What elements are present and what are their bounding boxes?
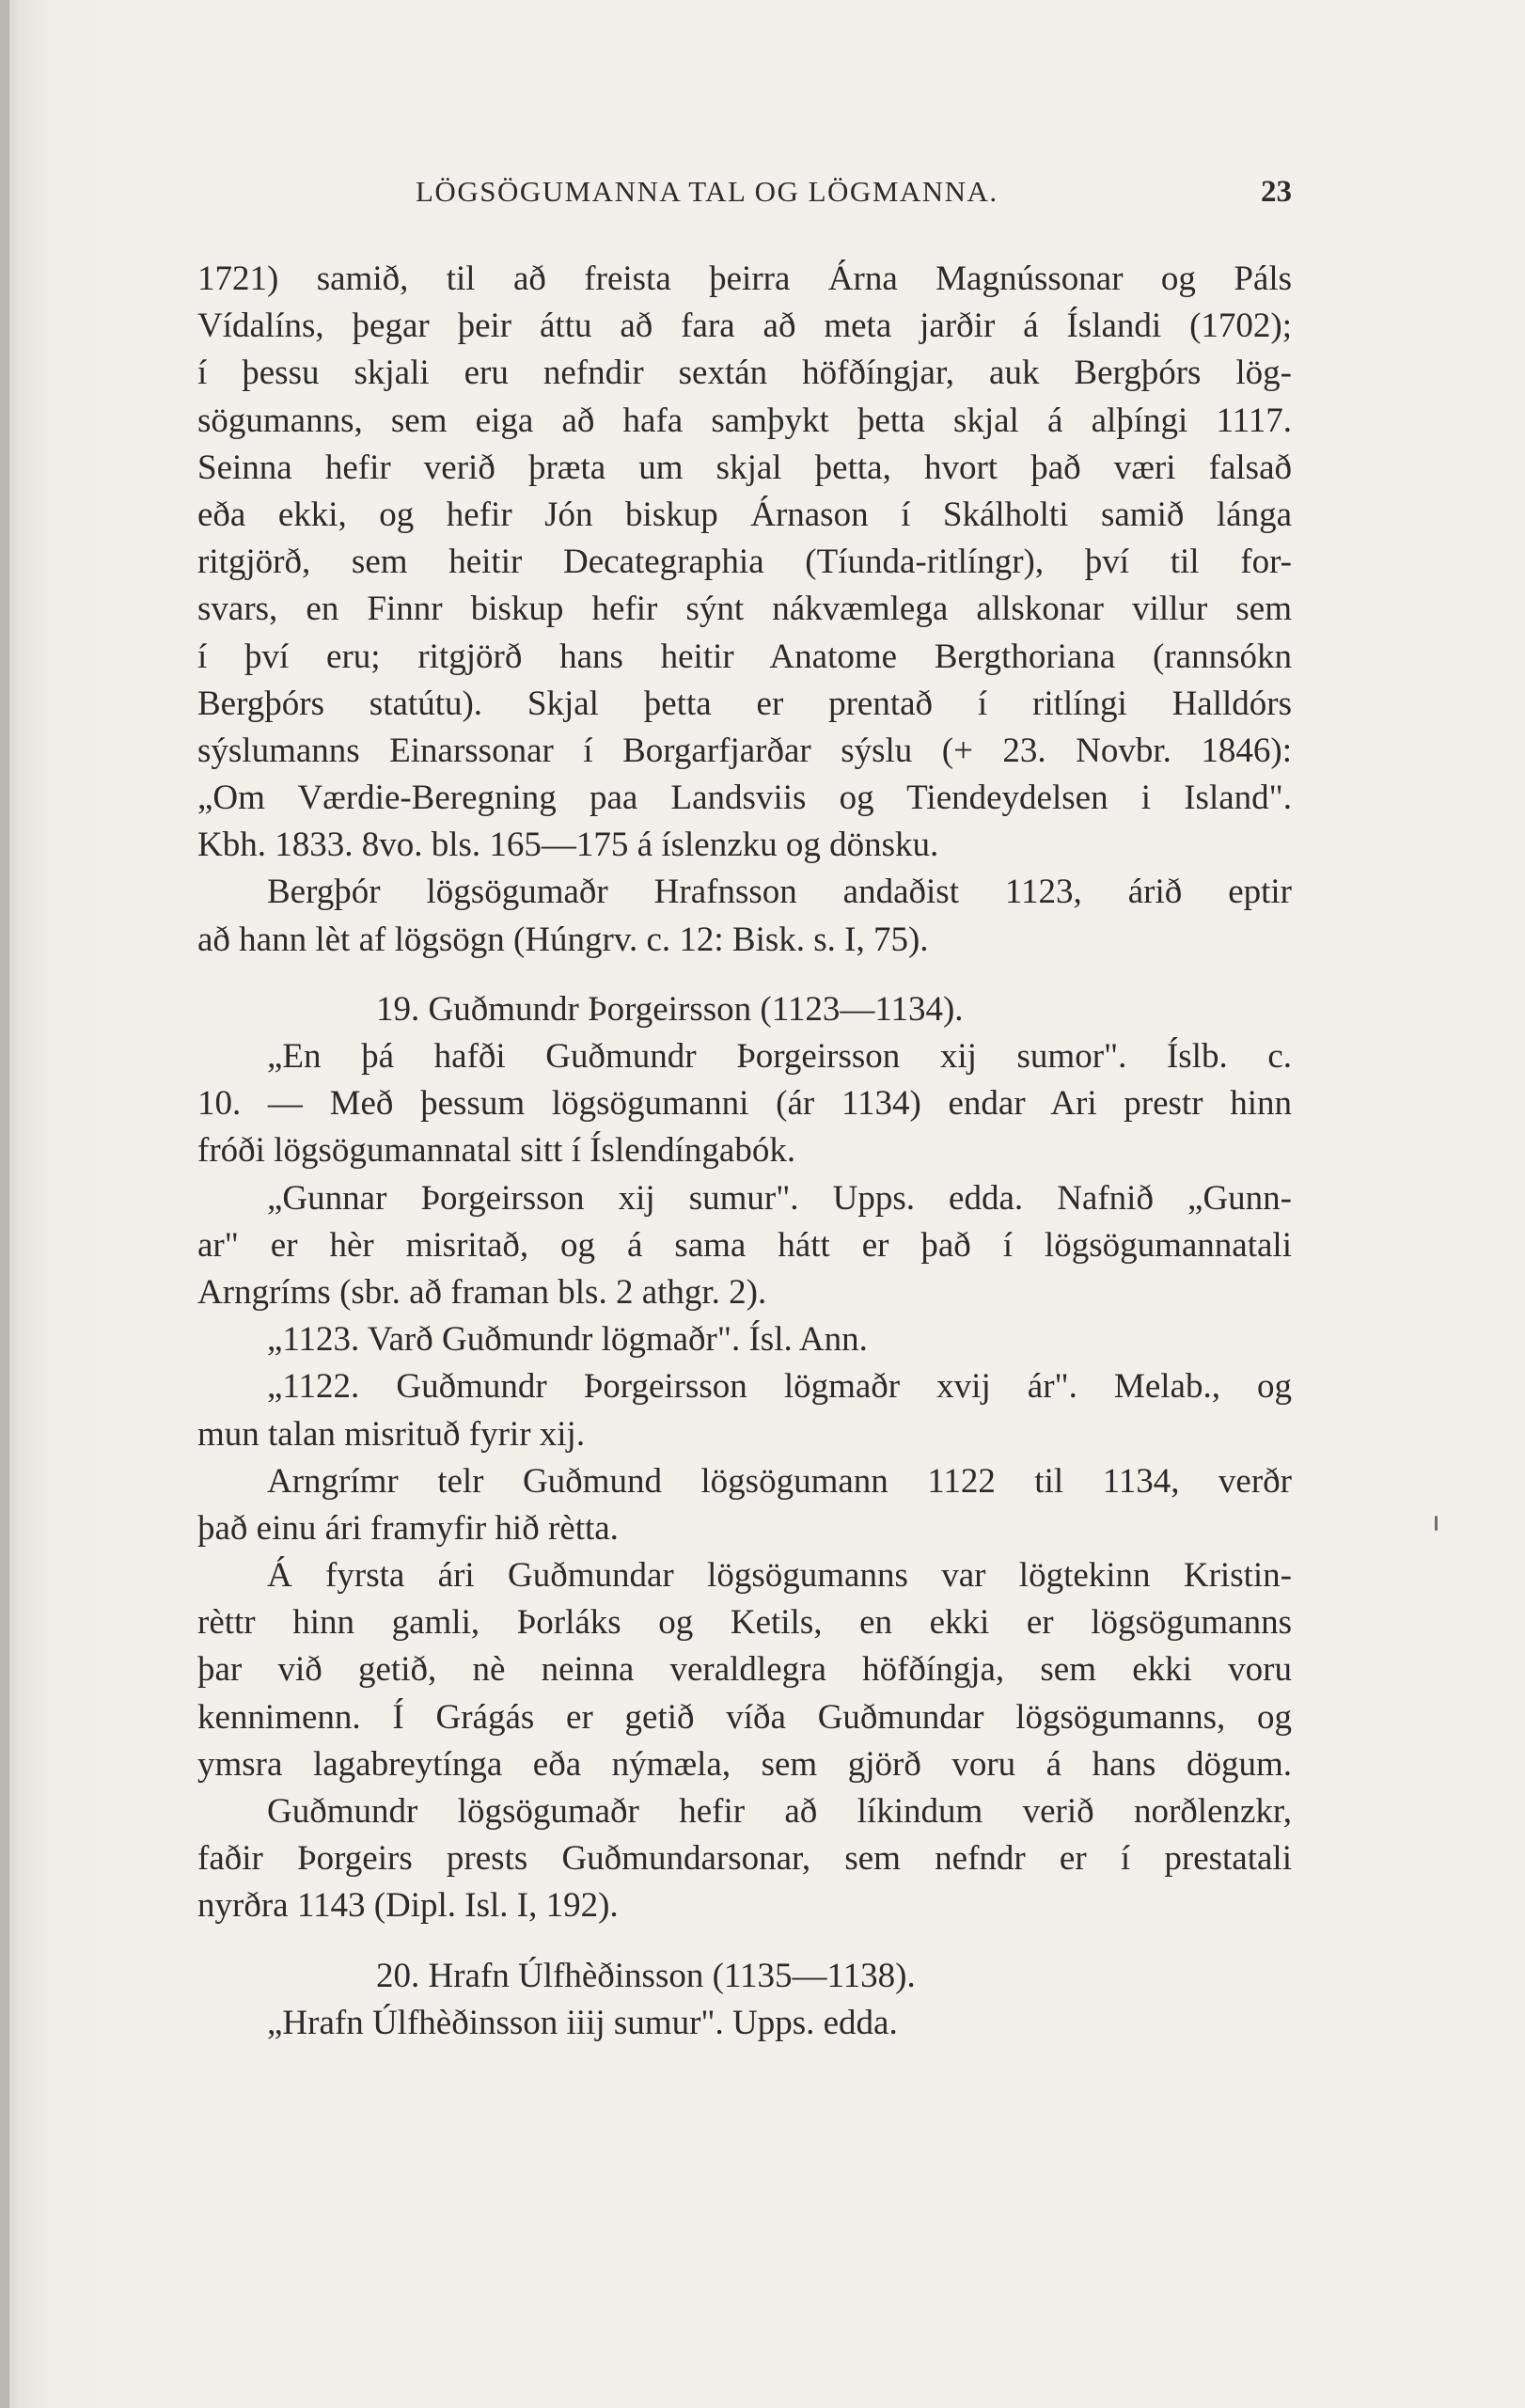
text-line: mun talan misrituð fyrir xij. xyxy=(197,1414,586,1454)
text-line: 10. — Með þessum lögsögumanni (ár 1134) endar Ari prestr hinn xyxy=(197,1084,1292,1124)
section-spacer xyxy=(197,1930,1292,1953)
section-spacer xyxy=(197,964,1292,986)
text-line: það einu ári framyfir hið rètta. xyxy=(197,1508,619,1548)
paragraph-first-line: Guðmundr lögsögumaðr hefir að líkindum verið norðlenzkr, xyxy=(267,1792,1292,1831)
text-line: sýslumanns Einarssonar í Borgarfjarðar sýslu (+ 23. Novbr. 1846): xyxy=(197,731,1292,770)
paragraph-first-line: „1122. Guðmundr Þorgeirsson lögmaðr xvij ár". Melab., og xyxy=(267,1367,1292,1407)
ink-speck xyxy=(1435,1516,1438,1531)
text-line: „Om Værdie-Beregning paa Landsviis og Tiendeydelsen i Island". xyxy=(197,779,1292,818)
page-gutter-shadow xyxy=(0,0,9,2408)
paragraph-first-line: Á fyrsta ári Guðmundar lögsögumanns var lögtekinn Kristin- xyxy=(267,1556,1292,1596)
text-line: nyrðra 1143 (Dipl. Isl. I, 192). xyxy=(197,1886,619,1926)
text-line: kennimenn. Í Grágás er getið víða Guðmundar lögsögumanns, og xyxy=(197,1697,1292,1737)
paragraph-first-line: Arngrímr telr Guðmund lögsögumann 1122 til 1134, verðr xyxy=(267,1461,1292,1501)
text-line: rèttr hinn gamli, Þorláks og Ketils, en ekki er lögsögumanns xyxy=(197,1603,1292,1643)
section-heading-20: 20. Hrafn Úlfhèðinsson (1135—1138). xyxy=(376,1956,916,1995)
page-number: 23 xyxy=(1261,175,1292,209)
paragraph-first-line: „Hrafn Úlfhèðinsson iiij sumur". Upps. edda. xyxy=(267,2003,898,2042)
text-line: 1721) samið, til að freista þeirra Árna Magnússonar og Páls xyxy=(197,260,1292,298)
text-line: ar" er hèr misritað, og á sama hátt er það í lögsögumannatali xyxy=(197,1225,1292,1265)
text-line: Kbh. 1833. 8vo. bls. 165—175 á íslenzku og dönsku. xyxy=(197,826,939,865)
page-body xyxy=(197,256,1292,2047)
text-line: fróði lögsögumannatal sitt í Íslendíngabók. xyxy=(197,1131,796,1171)
text-line: í þessu skjali eru nefndir sextán höfðíngjar, auk Bergþórs lög- xyxy=(197,354,1292,393)
text-line: faðir Þorgeirs prests Guðmundarsonar, sem nefndr er í prestatali xyxy=(197,1839,1292,1879)
running-head xyxy=(197,175,1292,220)
paragraph-first-line: „En þá hafði Guðmundr Þorgeirsson xij sumor". Íslb. c. xyxy=(267,1037,1292,1076)
text-line: sögumanns, sem eiga að hafa samþykt þetta skjal á alþíngi 1117. xyxy=(197,401,1292,440)
text-line: ymsra lagabreytínga eða nýmæla, sem gjörð voru á hans dögum. xyxy=(197,1744,1292,1784)
running-head-title: LÖGSÖGUMANNA TAL OG LÖGMANNA. xyxy=(416,175,998,208)
text-line: Seinna hefir verið þræta um skjal þetta, hvort það væri falsað xyxy=(197,448,1292,487)
paragraph-first-line: „1123. Varð Guðmundr lögmaðr". Ísl. Ann. xyxy=(267,1320,868,1360)
text-line: Arngríms (sbr. að framan bls. 2 athgr. 2). xyxy=(197,1272,767,1312)
paragraph-first-line: Bergþór lögsögumaðr Hrafnsson andaðist 1123, árið eptir xyxy=(267,873,1292,912)
text-line: ritgjörð, sem heitir Decategraphia (Tíunda-ritlíngr), því til for- xyxy=(197,543,1292,582)
text-line: Bergþórs statútu). Skjal þetta er prentað í ritlíngi Halldórs xyxy=(197,684,1292,723)
text-line: þar við getið, nè neinna veraldlegra höfðíngja, sem ekki voru xyxy=(197,1650,1292,1690)
section-heading-19: 19. Guðmundr Þorgeirsson (1123—1134). xyxy=(376,989,964,1029)
paragraph-first-line: „Gunnar Þorgeirsson xij sumur". Upps. edda. Nafnið „Gunn- xyxy=(267,1178,1292,1218)
text-line: eða ekki, og hefir Jón biskup Árnason í Skálholti samið lánga xyxy=(197,495,1292,534)
text-line: í því eru; ritgjörð hans heitir Anatome Bergthoriana (rannsókn xyxy=(197,637,1292,676)
text-line: að hann lèt af lögsögn (Húngrv. c. 12: Bisk. s. I, 75). xyxy=(197,920,929,959)
text-line: Vídalíns, þegar þeir áttu að fara að meta jarðir á Íslandi (1702); xyxy=(197,307,1292,346)
text-line: svars, en Finnr biskup hefir sýnt nákvæmlega allskonar villur sem xyxy=(197,590,1292,629)
